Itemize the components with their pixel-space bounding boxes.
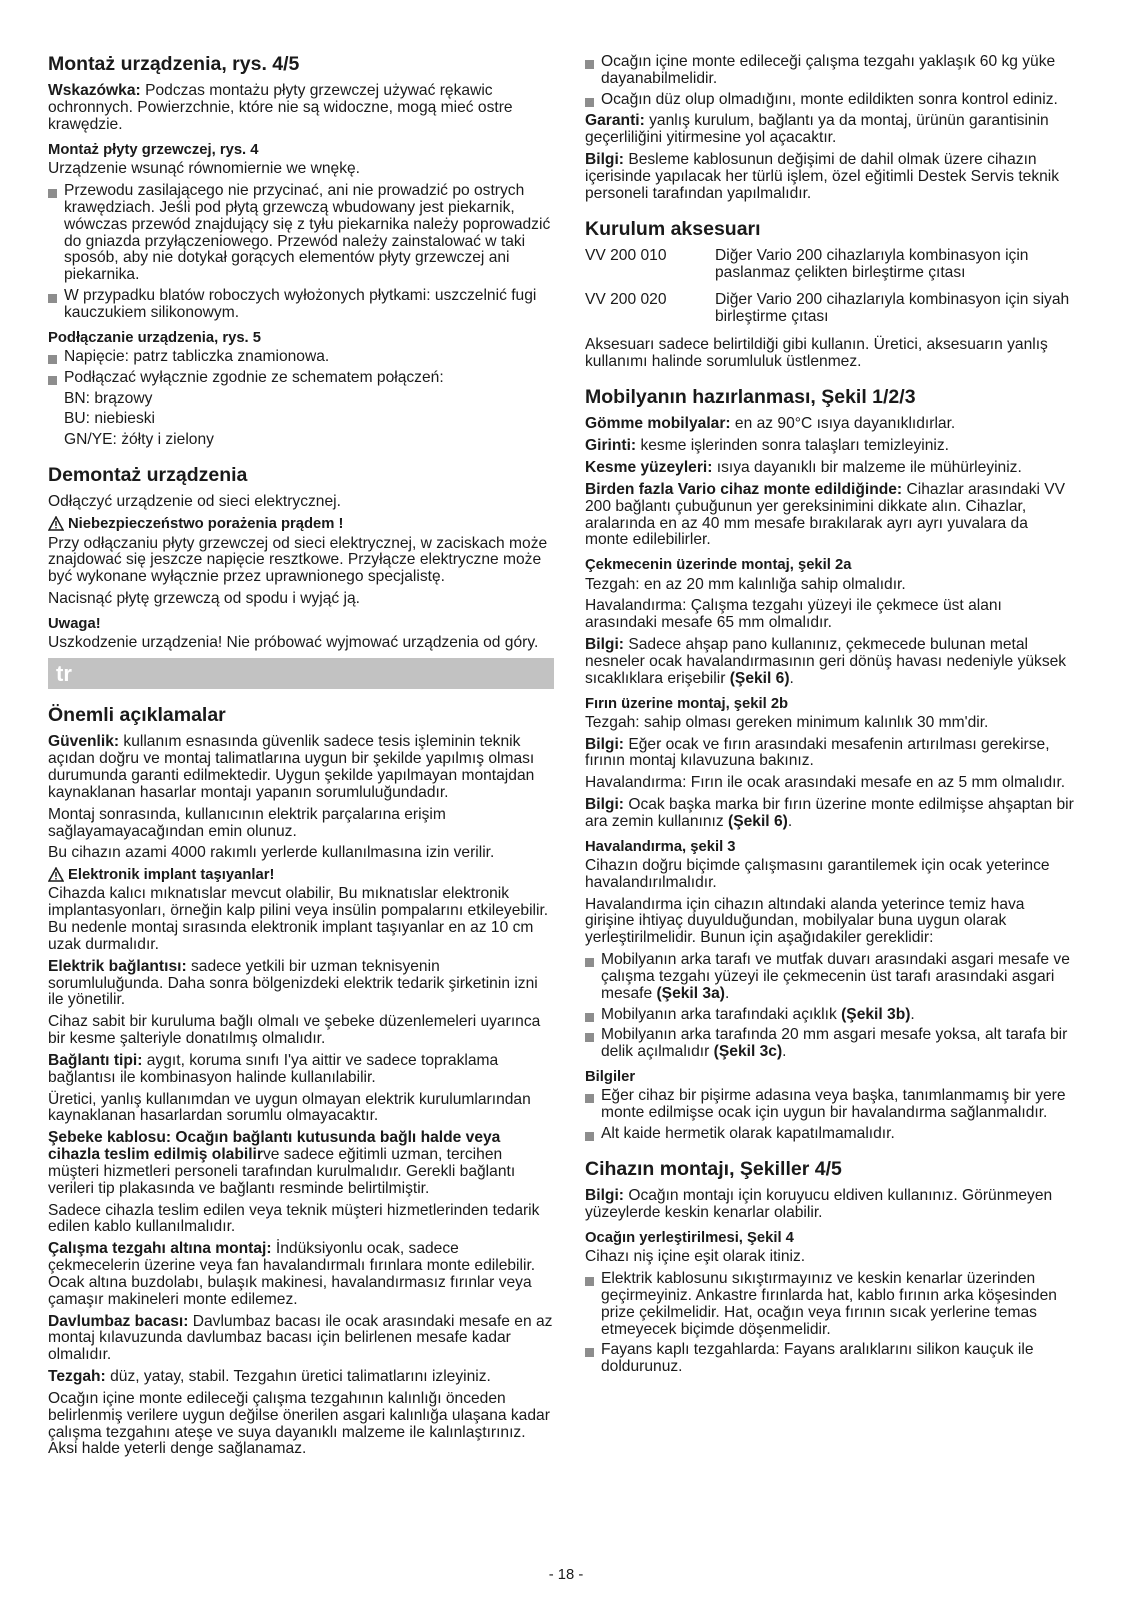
list-item: Ocağın içine monte edileceği çalışma tezgahı yaklaşık 60 kg yüke dayanabilmelidir. <box>585 54 1075 88</box>
bullet-list-connection <box>48 349 554 387</box>
subsection-title-cekmece: Çekmecenin üzerinde montaj, şekil 2a <box>585 557 852 574</box>
accessory-description: Diğer Vario 200 cihazlarıyla kombinasyon için paslanmaz çelikten birleştirme çıtası <box>715 247 1029 281</box>
square-bullet-icon <box>585 958 594 967</box>
paragraph-calisma-tezgahi: Çalışma tezgahı altına montaj: İndüksiyonlu ocak, sadece çekmecelerin üzerine veya fan havalandırmalı fırınlara monte edilebilir. Ocak altına buzdolabı, bulaşık makinesi, havalandırmasız fırınlar veya çamaşır makineleri monte edilemez. <box>48 1240 536 1308</box>
paragraph-insert-evenly: Urządzenie wsunąć równomiernie we wnękę. <box>48 160 361 178</box>
square-bullet-icon <box>585 1094 594 1103</box>
language-bar: tr <box>48 658 554 689</box>
list-item: Fayans kaplı tezgahlarda: Fayans aralıklarını silikon kauçuk ile doldurunuz. <box>585 1342 1075 1376</box>
paragraph-bilgi-mesafe: Bilgi: Eğer ocak ve fırın arasındaki mesafenin artırılması gerekirse, fırının montaj kılavuzuna bakınız. <box>585 735 1050 770</box>
warning-heading-shock: Niebezpieczeństwo porażenia prądem ! <box>48 516 554 532</box>
caution-heading: Uwaga! <box>48 615 101 632</box>
accessory-code: VV 200 010 <box>585 247 667 265</box>
wire-color-item: BN: brązowy <box>64 389 153 407</box>
accessory-description: Diğer Vario 200 cihazlarıyla kombinasyon için siyah birleştirme çıtası <box>715 290 1070 325</box>
bullet-list-bilgiler <box>585 1088 1075 1142</box>
paragraph-birden-fazla: Birden fazla Vario cihaz monte edildiğinde: Cihazlar arasındaki VV 200 bağlantı çubuğunun yer gereksinimini dikkate alın. Cihazlar, aralarında en az 40 mm mesafe bırakılarak ayrı ayrı yuvalara da monte edilebilirler. <box>585 480 1066 549</box>
page-number: - 18 - <box>548 1567 584 1583</box>
list-item: Elektrik kablosunu sıkıştırmayınız ve keskin kenarlar üzerinden geçirmeyiniz. Ankastre fırınlarda hat, kablo fırının arka köşesinden prize çekilmelidir. Hat, ocağın veya fırının sıcak yerlerine temas etmeyecek biçimde döşenmelidir. <box>585 1271 1075 1338</box>
square-bullet-icon <box>48 189 57 198</box>
list-item: Eğer cihaz bir pişirme adasına veya başka, tanımlanmamış bir yere monte edilmişse ocak için uygun bir havalandırma sağlanmalıdır. <box>585 1088 1075 1122</box>
list-item: Napięcie: patrz tabliczka znamionowa. <box>48 349 554 366</box>
subsection-title-yerlestirme: Ocağın yerleştirilmesi, Şekil 4 <box>585 1229 794 1246</box>
paragraph-montaj-sonrasi: Montaj sonrasında, kullanıcının elektrik parçalarına erişim sağlayamayacağından emin olunuz. <box>48 805 446 840</box>
paragraph-tezgah: Tezgah: düz, yatay, stabil. Tezgahın üretici talimatlarını izleyiniz. <box>48 1368 491 1386</box>
paragraph-ocagin-kalinlik: Ocağın içine monte edileceği çalışma tezgahının kalınlığı önceden belirlenmiş verilere uygun değilse önerilen asgari kalınlığa ulaşana kadar çalışma tezgahını ateşe ve suya dayanıklı malzeme ile kalınlaştırınız. Aksi halde yeterli denge sağlanamaz. <box>48 1389 550 1458</box>
hint-label: Wskazówka: <box>48 82 141 100</box>
paragraph-bilgi-kablo: Bilgi: Besleme kablosunun değişimi de dahil olmak üzere cihazın içerisinde yapılacak her türlü işlem, özel eğitimli Destek Servis teknik personeli tarafından yapılmalıdır. <box>585 151 1060 202</box>
square-bullet-icon <box>585 1132 594 1141</box>
section-title-demontaz: Demontaż urządzenia <box>48 464 248 487</box>
warning-heading-implant: Elektronik implant taşıyanlar! <box>48 867 554 883</box>
bullet-list-cihaz <box>585 1271 1075 1376</box>
paragraph-girinti: Girinti: kesme işlerinden sonra talaşları temizleyiniz. <box>585 437 949 455</box>
paragraph-cihaz-sabit: Cihaz sabit bir kuruluma bağlı olmalı ve şebeke düzenlemeleri uyarınca bir kesme şalteriyle donatılmış olmalıdır. <box>48 1013 541 1048</box>
subsection-title-firin: Fırın üzerine montaj, şekil 2b <box>585 695 789 712</box>
paragraph-garanti: Garanti: yanlış kurulum, bağlantı ya da montaj, ürünün garantisinin geçerliliğini yitirmesine yol açacaktır. <box>585 112 1049 147</box>
bullet-list-hob-mounting <box>48 183 554 322</box>
square-bullet-icon <box>585 1033 594 1042</box>
paragraph-damage: Uszkodzenie urządzenia! Nie próbować wyjmować urządzenia od góry. <box>48 634 539 652</box>
left-column <box>48 54 554 1463</box>
list-item: Mobilyanın arka tarafında 20 mm asgari mesafe yoksa, alt tarafa bir delik açılmalıdır (Şekil 3c). <box>585 1027 1075 1061</box>
accessory-code: VV 200 020 <box>585 290 667 308</box>
accessory-row <box>585 248 1075 282</box>
paragraph-hava-1: Cihazın doğru biçimde çalışmasını garantilemek için ocak yeterince havalandırılmalıdır. <box>585 857 1050 891</box>
paragraph-davlumbaz: Davlumbaz bacası: Davlumbaz bacası ile ocak arasındaki mesafe en az montaj kılavuzunda davlumbaz bacası için belirlenen mesafe kadar olmalıdır. <box>48 1312 553 1364</box>
section-title-aksesuar: Kurulum aksesuarı <box>585 217 761 240</box>
paragraph-cekmece-havalandirma: Havalandırma: Çalışma tezgahı yüzeyi ile çekmece üst alanı arasındaki mesafe 65 mm olmalıdır. <box>585 597 1002 632</box>
list-item: W przypadku blatów roboczych wyłożonych płytkami: uszczelnić fugi kauczukiem silikonowym. <box>48 288 554 322</box>
list-item: Mobilyanın arka tarafındaki açıklık (Şekil 3b). <box>585 1007 1075 1024</box>
paragraph-press-hob: Nacisnąć płytę grzewczą od spodu i wyjąć ją. <box>48 590 361 608</box>
list-item: Alt kaide hermetik olarak kapatılmamalıdır. <box>585 1126 1075 1143</box>
paragraph-altitude: Bu cihazın azami 4000 rakımlı yerlerde kullanılmasına izin verilir. <box>48 844 495 862</box>
list-item: Mobilyanın arka tarafı ve mutfak duvarı arasındaki asgari mesafe ve çalışma tezgahı yüzeyi ile çekmecenin üst tarafı arasındaki asgari mesafe (Şekil 3a). <box>585 952 1075 1002</box>
paragraph-aksesuar-note: Aksesuarı sadece belirtildiği gibi kullanın. Üretici, aksesuarın yanlış kullanımı halinde sorumluluk üstlenmez. <box>585 336 1048 371</box>
paragraph-hava-2: Havalandırma için cihazın altındaki alanda yeterince temiz hava girişine ihtiyaç duyulduğundan, mobilyalar buna uygun olarak yerleştirilmelidir. Bunun için aşağıdakiler gereklidir: <box>585 895 1025 947</box>
paragraph-sebeke-kablosu: Şebeke kablosu: Ocağın bağlantı kutusunda bağlı halde veya cihazla teslim edilmiş olabilirve sadece eğitimli uzman, tercihen müşteri hizmetleri personeli tarafından kurulmalıdır. Gerekli bağlantı verileri tip plakasında ve bağlantı resminde belirtilmiştir. <box>48 1129 516 1197</box>
paragraph-bilgi-ahsap: Bilgi: Sadece ahşap pano kullanınız, çekmecede bulunan metal nesneler ocak havalandırmasının geri dönüş havası nedeniyle yüksek sıcaklıklara erişebilir (Şekil 6). <box>585 636 1067 687</box>
paragraph-implant: Cihazda kalıcı mıknatıslar mevcut olabilir, Bu mıknatıslar elektronik implantasyonları, örneğin kalp pilini veya insülin pompalarını etkileyebilir. Bu nedenle montaj sırasında elektronik implant taşıyanlar en az 10 cm uzak durmalıdır. <box>48 885 549 953</box>
paragraph-gomme: Gömme mobilyalar: en az 90°C ısıya dayanıklıdırlar. <box>585 415 956 433</box>
bullet-list-worktop <box>585 54 1075 108</box>
paragraph-baglanti-tipi: Bağlantı tipi: aygıt, koruma sınıfı I'ya aittir ve sadece topraklama bağlantısı ile kombinasyon halinde kullanılabilir. <box>48 1051 499 1086</box>
paragraph-kesme: Kesme yüzeyleri: ısıya dayanıklı bir malzeme ile mühürleyiniz. <box>585 459 1022 477</box>
subsection-title-bilgiler: Bilgiler <box>585 1069 636 1086</box>
wire-color-item: GN/YE: żółty i zielony <box>64 431 214 449</box>
section-title-cihaz-montaji: Cihazın montajı, Şekiller 4/5 <box>585 1157 842 1180</box>
section-title-montaz: Montaż urządzenia, rys. 4/5 <box>48 53 300 75</box>
square-bullet-icon <box>585 1277 594 1286</box>
paragraph-disconnect: Odłączyć urządzenie od sieci elektrycznej. <box>48 493 341 511</box>
paragraph-cekmece-tezgah: Tezgah: en az 20 mm kalınlığa sahip olmalıdır. <box>585 575 906 593</box>
list-item: Ocağın düz olup olmadığını, monte edildikten sonra kontrol ediniz. <box>585 92 1075 109</box>
subsection-title-hob-mounting: Montaż płyty grzewczej, rys. 4 <box>48 141 259 158</box>
square-bullet-icon <box>585 1348 594 1357</box>
list-item: Przewodu zasilającego nie przycinać, ani nie prowadzić po ostrych krawędziach. Jeśli pod płytą grzewczą wbudowany jest piekarnik, wówczas przewód znajdujący się z tyłu piekarnika należy poprowadzić do gniazda przyłączeniowego. Przewód należy zainstalować w taki sposób, aby nie dotykał gorących elementów płyty grzewczej ani piekarnika. <box>48 183 554 284</box>
warning-triangle-icon <box>48 867 64 882</box>
square-bullet-icon <box>585 1013 594 1022</box>
section-title-onemli: Önemli açıklamalar <box>48 703 226 726</box>
square-bullet-icon <box>48 355 57 364</box>
warning-triangle-icon <box>48 516 64 531</box>
wire-color-item: BU: niebieski <box>64 410 156 428</box>
paragraph-uretici: Üretici, yanlış kullanımdan ve uygun olmayan elektrik kurulumlarından kaynaklanan hasarlardan sorumlu olmayacaktır. <box>48 1090 531 1125</box>
square-bullet-icon <box>48 294 57 303</box>
paragraph-sadece-cihazla: Sadece cihazla teslim edilen veya teknik müşteri hizmetlerinden tedarik edilen kablo kullanılmalıdır. <box>48 1201 540 1236</box>
subsection-title-havalandirma: Havalandırma, şekil 3 <box>585 838 736 855</box>
paragraph-firin-havalandirma: Havalandırma: Fırın ile ocak arasındaki mesafe en az 5 mm olmalıdır. <box>585 774 1066 792</box>
section-title-mobilya: Mobilyanın hazırlanması, Şekil 1/2/3 <box>585 386 916 409</box>
paragraph-residual-voltage: Przy odłączaniu płyty grzewczej od sieci elektrycznej, w zaciskach może znajdować się jeszcze napięcie resztkowe. Przyłącze elektryczne może być wykonane wyłącznie przez uprawnionego specjalistę. <box>48 534 548 586</box>
paragraph-guvenlik: Güvenlik: kullanım esnasında güvenlik sadece tesis işleminin teknik açıdan doğru ve montaj talimatlarına uygun bir şekilde yapılmış olması durumunda garanti edilmektedir. Uygun şekilde yapılmayan montajdan kaynaklanan hasarlar montajı yapanın sorumluluğundadır. <box>48 733 535 801</box>
square-bullet-icon <box>585 98 594 107</box>
accessory-row <box>585 292 1075 326</box>
paragraph-bilgi-eldiven: Bilgi: Ocağın montajı için koruyucu eldiven kullanınız. Görünmeyen yüzeylerde keskin kenarlar olabilir. <box>585 1187 1053 1222</box>
square-bullet-icon <box>585 60 594 69</box>
wire-color-list <box>48 391 554 449</box>
subsection-title-connection: Podłączanie urządzenia, rys. 5 <box>48 329 261 346</box>
hint-text: Podczas montażu płyty grzewczej używać rękawic ochronnych. Powierzchnie, które nie są widoczne, mogą mieć ostre krawędzie. <box>48 82 513 134</box>
paragraph-nis: Cihazı niş içine eşit olarak itiniz. <box>585 1248 806 1266</box>
list-item: Podłączać wyłącznie zgodnie ze schematem połączeń: <box>48 370 554 387</box>
right-column <box>585 54 1075 1381</box>
paragraph-elektrik: Elektrik bağlantısı: sadece yetkili bir uzman teknisyenin sorumluluğunda. Daha sonra bölgenizdeki elektrik tedarik şirketinin izni ile yönetilir. <box>48 957 538 1009</box>
hint-paragraph <box>48 83 554 133</box>
paragraph-firin-tezgah: Tezgah: sahip olması gereken minimum kalınlık 30 mm'dir. <box>585 713 989 731</box>
paragraph-bilgi-baska-marka: Bilgi: Ocak başka marka bir fırın üzerine monte edilmişse ahşaptan bir ara zemin kullanınız (Şekil 6). <box>585 796 1074 830</box>
square-bullet-icon <box>48 376 57 385</box>
bullet-list-havalandirma <box>585 952 1075 1061</box>
